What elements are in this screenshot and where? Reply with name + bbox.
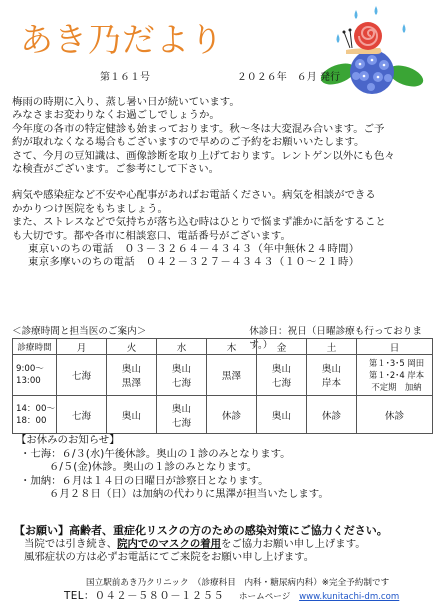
table-row (13, 396, 433, 434)
footer (0, 577, 440, 604)
schedule-header-row (13, 339, 433, 355)
homepage-label: ホームページ (238, 592, 291, 602)
doctor-cell: 休診 (207, 396, 257, 434)
sunday-cell: 第１･3･5 岡田 第１･2･4 岸本 不定期 加納 (357, 355, 433, 396)
holiday-line: ・加納：６月は１４日の日曜日が診察日となります。 (20, 474, 269, 487)
hotline-tama: 東京多摩いのちの電話 ０４２－３２７－４３４３（１０～２１時） (28, 256, 360, 269)
holiday-section (16, 434, 436, 502)
col-header: 水 (157, 339, 207, 355)
col-header: 金 (257, 339, 307, 355)
holiday-line: ・七海：６/３(水)午後休診。奥山の１診のみとなります。 (20, 447, 291, 460)
intro-line: 梅雨の時期に入り、蒸し暑い日が続いています。 (12, 96, 240, 108)
intro-section (12, 96, 434, 270)
notice-lead: 【お願い】高齢者、重症化リスクの方のための感染対策にご協力ください。 (14, 524, 388, 537)
issue-number: 第１６１号 (100, 72, 150, 83)
col-header: 木 (207, 339, 257, 355)
hotline-tokyo: 東京いのちの電話 ０３－３２６４－４３４３（年中無休２４時間） (28, 243, 360, 256)
phone-number: TEL：０４２－５８０－１２５５ (64, 590, 225, 602)
col-header: 土 (307, 339, 357, 355)
col-header: 診療時間 (13, 339, 57, 355)
intro-line: 約が取れなくなる場合もございますので早めのご予約をお願いいたします。 (12, 136, 365, 149)
holiday-line: ６/５(金)休診。奥山の１診のみとなります。 (49, 461, 258, 474)
doctor-cell: 奥山 七海 (157, 355, 207, 396)
notice-line: 風邪症状の方は必ずお電話にてご来院をお願い申し上げます。 (24, 551, 315, 564)
homepage-link[interactable]: www.kunitachi-dm.com (299, 592, 400, 602)
mask-emphasis: 院内でのマスクの着用 (117, 537, 222, 550)
col-header: 日 (357, 339, 433, 355)
issue-line (100, 68, 340, 83)
notice-line: 当院では引き続き、院内でのマスクの着用をご協力お願い申し上げます。 (24, 537, 366, 550)
doctor-cell: 奥山 黒澤 (107, 355, 157, 396)
doctor-cell: 奥山 岸本 (307, 355, 357, 396)
doctor-cell: 黒澤 (207, 355, 257, 396)
holiday-note: 休診日：祝日（日曜診療も行っております。） (249, 326, 422, 351)
doctor-cell: 休診 (307, 396, 357, 434)
intro-line: な検査がございます。ご参考にして下さい。 (12, 163, 219, 176)
col-header: 月 (57, 339, 107, 355)
intro-line: 今年度の各市の特定健診も始まっております。秋～冬は大変混み合います。ご予 (12, 122, 385, 135)
col-header: 火 (107, 339, 157, 355)
time-slot: 9:00～ 13:00 (13, 355, 57, 396)
intro-line: 病気や感染症など不安や心配事があればお電話ください。病気を相談ができる (12, 189, 376, 202)
intro-line: また、ストレスなどで気持ちが落ち込む時はひとりで悩まず誰かに話をすること (12, 216, 386, 229)
doctor-cell: 奥山 (107, 396, 157, 434)
table-row (13, 355, 433, 396)
issue-date: ２０２６年 ６月 発行 (236, 72, 340, 83)
intro-line: かかりつけ医院をもちましょう。 (12, 202, 168, 215)
holiday-line: ６月２８日（日）は加納の代わりに黒澤が担当いたします。 (49, 488, 329, 501)
time-slot: 14：00～ 18：00 (13, 396, 57, 434)
contact-line (0, 590, 440, 604)
doctor-cell: 奥山 (257, 396, 307, 434)
hours-heading: ＜診療時間と担当医のご案内＞ (12, 326, 147, 337)
clinic-info: 国立駅前あき乃クリニック （診療科目 内科・糖尿病内科）※完全予約制です (86, 578, 390, 588)
holiday-heading: 【お休みのお知らせ】 (16, 434, 120, 446)
doctor-cell: 七海 (57, 355, 107, 396)
doctor-cell: 奥山 七海 (257, 355, 307, 396)
intro-line: みなさまお変わりなくお過ごしでしょうか。 (12, 109, 220, 122)
notice-section (14, 524, 434, 565)
sunday-cell: 休診 (357, 396, 433, 434)
newsletter-title: あき乃だより (20, 20, 224, 59)
doctor-cell: 七海 (57, 396, 107, 434)
intro-line: さて、今月の豆知識は、画像診断を取り上げております。レントゲン以外にも色々 (12, 149, 395, 162)
doctor-cell: 奥山 七海 (157, 396, 207, 434)
schedule-table (12, 338, 433, 434)
intro-line: も大切です。都や各市に相談窓口、電話番号がございます。 (12, 229, 291, 242)
